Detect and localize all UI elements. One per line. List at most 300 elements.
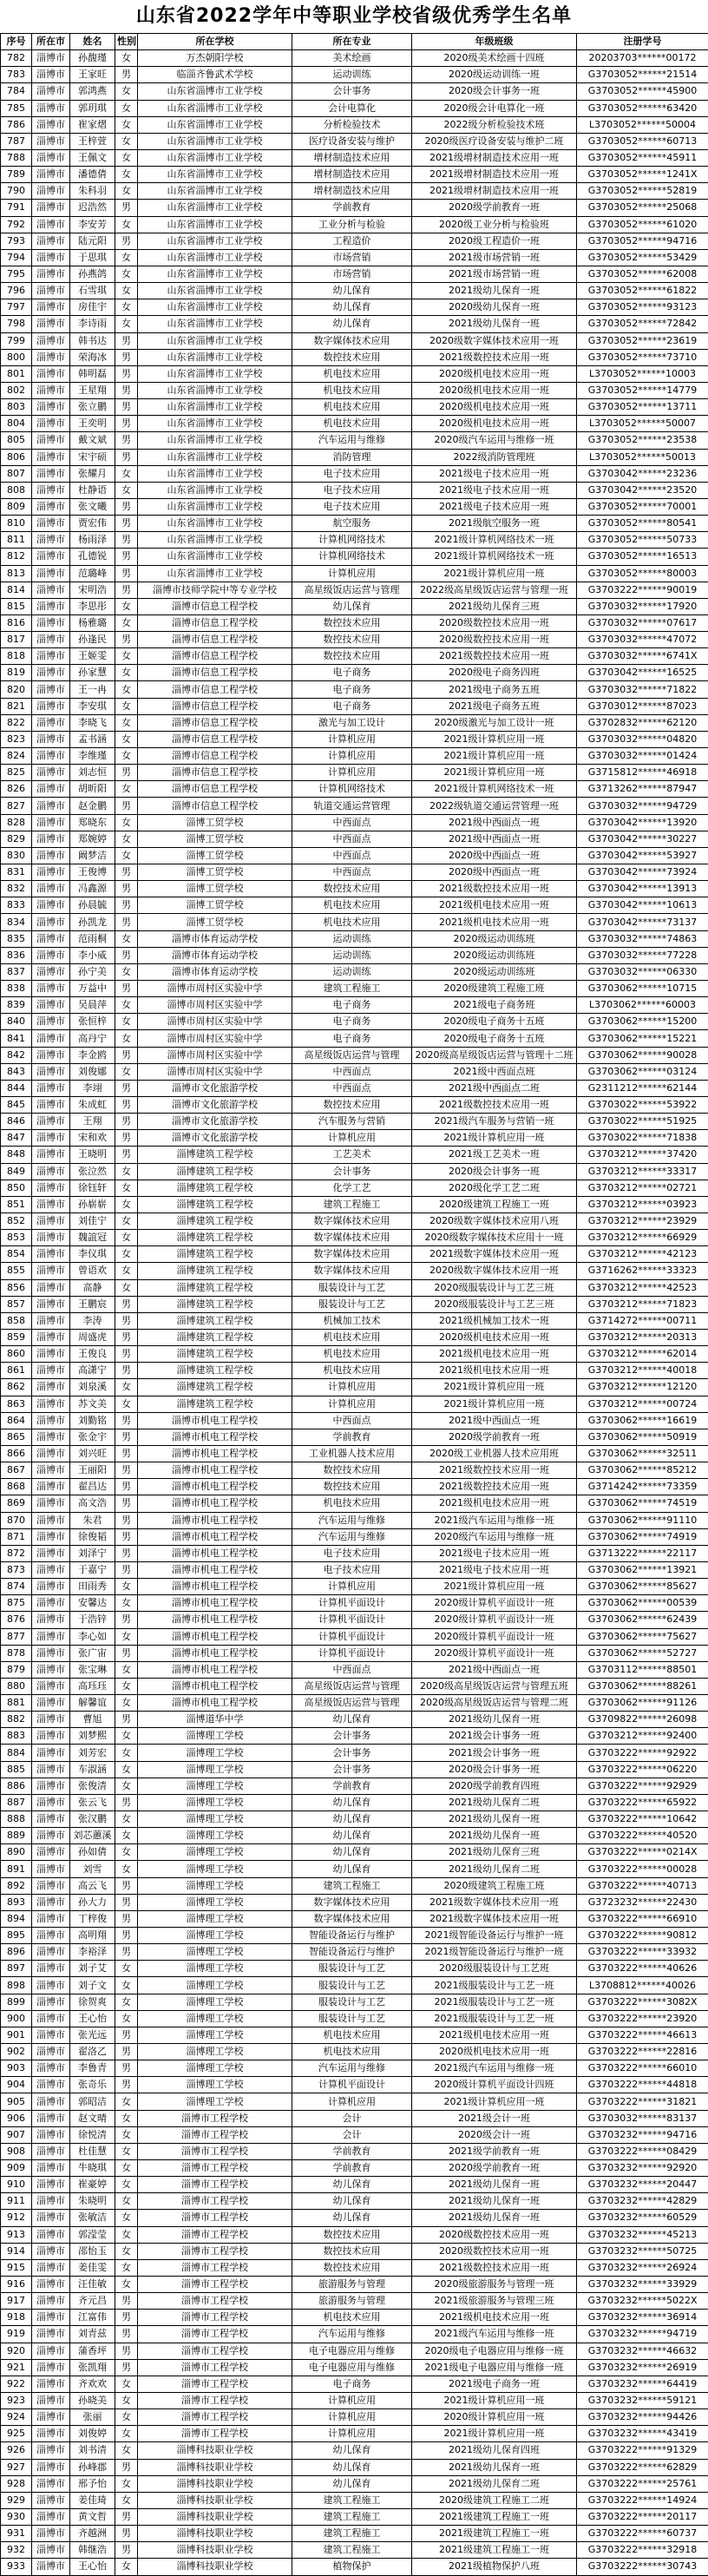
cell-seq: 793 [1,233,32,249]
cell-seq: 862 [1,1379,32,1396]
cell-city: 淄博市 [32,1561,70,1578]
cell-seq: 784 [1,83,32,100]
table-row [1,1047,708,1063]
cell-class: 2021级航空服务一班 [412,516,577,532]
cell-name: 于浩锌 [70,1612,115,1628]
cell-class: 2020级学前教育一班 [412,2160,577,2177]
cell-student-id: G3703232******46632 [577,2343,708,2359]
header-seq: 序号 [1,34,32,50]
cell-seq: 842 [1,1047,32,1063]
cell-student-id: L3708812******40026 [577,1977,708,1994]
table-row [1,1894,708,1910]
cell-student-id: G3703222******44818 [577,2077,708,2093]
cell-class: 2021级数字媒体技术应用一班 [412,1894,577,1910]
cell-name: 杨雅璐 [70,614,115,631]
cell-student-id: G3709822******26098 [577,1712,708,1728]
cell-name: 车淑涵 [70,1761,115,1778]
cell-gender: 女 [115,2243,138,2259]
cell-student-id: G3703062******15200 [577,1014,708,1030]
cell-school: 淄博市信息工程学校 [138,698,292,714]
cell-name: 范璐峰 [70,565,115,582]
cell-school: 淄博市工程学校 [138,2226,292,2243]
cell-school: 淄博科技职业学校 [138,2559,292,2575]
cell-name: 李金鸥 [70,1047,115,1063]
cell-gender: 男 [115,2310,138,2326]
cell-city: 淄博市 [32,2276,70,2292]
cell-student-id: G3703062******75627 [577,1628,708,1645]
cell-seq: 851 [1,1196,32,1212]
cell-gender: 女 [115,614,138,631]
cell-seq: 882 [1,1712,32,1728]
cell-major: 计算机应用 [292,731,412,747]
table-row [1,632,708,648]
cell-name: 王姬雯 [70,648,115,665]
cell-city: 淄博市 [32,1512,70,1528]
cell-gender: 男 [115,914,138,930]
cell-gender: 男 [115,582,138,598]
cell-name: 孙逢民 [70,632,115,648]
cell-major: 学前教育 [292,1778,412,1794]
cell-major: 会计 [292,2110,412,2126]
cell-city: 淄博市 [32,665,70,681]
cell-class: 2021级服装设计与工艺一班 [412,1994,577,2010]
cell-city: 淄博市 [32,50,70,67]
cell-class: 2021级数控技术应用一班 [412,881,577,897]
cell-class: 2021级智能设备运行与维护一班 [412,1928,577,1944]
cell-class: 2021级机电技术应用一班 [412,897,577,914]
cell-name: 张汉鹏 [70,1811,115,1828]
cell-gender: 女 [115,2492,138,2508]
cell-class: 2020级会计事务一班 [412,1163,577,1180]
cell-city: 淄博市 [32,1097,70,1114]
cell-city: 淄博市 [32,2243,70,2259]
cell-name: 高珏珏 [70,1678,115,1694]
cell-class: 2020级机电技术应用一班 [412,1329,577,1345]
table-row [1,947,708,963]
cell-gender: 男 [115,1363,138,1379]
cell-class: 2021级学前教育一班 [412,2143,577,2159]
cell-gender: 男 [115,1894,138,1910]
cell-class: 2021级幼儿保育一班 [412,2210,577,2226]
cell-seq: 848 [1,1147,32,1163]
cell-class: 2021级幼儿保育一班 [412,2459,577,2475]
cell-school: 山东省淄博市工业学校 [138,299,292,316]
cell-student-id: G3703232******42829 [577,2193,708,2210]
cell-major: 中西面点 [292,1063,412,1080]
cell-seq: 876 [1,1612,32,1628]
cell-class: 2021级机电技术应用一班 [412,1346,577,1363]
cell-gender: 男 [115,549,138,565]
cell-student-id: G3703222******90812 [577,1928,708,1944]
cell-name: 刘志恒 [70,765,115,781]
table-row [1,2193,708,2210]
cell-name: 孟书涵 [70,731,115,747]
cell-student-id: G3703222******08429 [577,2143,708,2159]
cell-name: 牛晓琪 [70,2160,115,2177]
cell-student-id: G3703042******16525 [577,665,708,681]
cell-student-id: G3703232******26919 [577,2359,708,2376]
cell-school: 淄博建筑工程学校 [138,1346,292,1363]
table-row [1,930,708,947]
cell-city: 淄博市 [32,498,70,515]
cell-student-id: G3703212******42123 [577,1246,708,1263]
table-row [1,765,708,781]
cell-school: 淄博理工学校 [138,1761,292,1778]
cell-city: 淄博市 [32,1230,70,1246]
cell-gender: 男 [115,1528,138,1545]
cell-name: 曾语欢 [70,1263,115,1279]
cell-class: 2021级汽车服务与营销一班 [412,1114,577,1130]
cell-seq: 792 [1,216,32,233]
cell-school: 山东省淄博市工业学校 [138,283,292,299]
cell-school: 山东省淄博市工业学校 [138,133,292,149]
cell-school: 淄博市体育运动学校 [138,930,292,947]
cell-city: 淄博市 [32,1412,70,1429]
cell-city: 淄博市 [32,1445,70,1462]
cell-major: 电子商务 [292,665,412,681]
cell-major: 服装设计与工艺 [292,1977,412,1994]
cell-school: 淄博道华中学 [138,1712,292,1728]
cell-city: 淄博市 [32,1745,70,1761]
table-row [1,2160,708,2177]
cell-seq: 905 [1,2093,32,2110]
table-row [1,2326,708,2343]
cell-student-id: G3703032******74863 [577,930,708,947]
cell-name: 高静 [70,1279,115,1296]
cell-class: 2021级计算机应用一班 [412,2392,577,2408]
cell-name: 孙家慧 [70,665,115,681]
cell-gender: 男 [115,1545,138,1561]
cell-student-id: G3703022******53922 [577,1097,708,1114]
cell-school: 淄博科技职业学校 [138,2508,292,2525]
cell-school: 淄博市机电工程学校 [138,1661,292,1678]
cell-name: 杜佳慧 [70,2143,115,2159]
cell-gender: 男 [115,798,138,814]
cell-city: 淄博市 [32,1296,70,1312]
cell-school: 淄博市工程学校 [138,2392,292,2408]
cell-seq: 843 [1,1063,32,1080]
cell-seq: 833 [1,897,32,914]
cell-class: 2020级幼儿保育一班 [412,299,577,316]
cell-student-id: G3703062******52727 [577,1645,708,1661]
cell-major: 计算机平面设计 [292,1595,412,1612]
table-row [1,1678,708,1694]
cell-name: 田雨秀 [70,1579,115,1595]
cell-class: 2020级计算机平面设计四班 [412,2077,577,2093]
cell-city: 淄博市 [32,2392,70,2408]
cell-gender: 女 [115,299,138,316]
cell-city: 淄博市 [32,831,70,847]
cell-gender: 女 [115,1728,138,1745]
cell-city: 淄博市 [32,100,70,116]
cell-gender: 女 [115,2177,138,2193]
cell-name: 李翊 [70,1080,115,1096]
cell-class: 2020级计算机平面设计一班 [412,1595,577,1612]
cell-school: 淄博市工程学校 [138,2310,292,2326]
cell-student-id: G3703052******63420 [577,100,708,116]
student-table [0,33,708,2576]
table-row [1,266,708,282]
cell-school: 山东省淄博市工业学校 [138,416,292,432]
cell-major: 机电技术应用 [292,382,412,398]
cell-student-id: G3703232******43419 [577,2426,708,2442]
cell-student-id: G3703232******92920 [577,2160,708,2177]
cell-school: 淄博建筑工程学校 [138,1396,292,1412]
table-row [1,1561,708,1578]
cell-name: 张文曦 [70,498,115,515]
cell-school: 淄博市机电工程学校 [138,1645,292,1661]
cell-city: 淄博市 [32,1063,70,1080]
cell-student-id: G3714242******73359 [577,1479,708,1495]
cell-name: 刘芯蕙溪 [70,1828,115,1844]
cell-city: 淄博市 [32,947,70,963]
cell-name: 石雪琪 [70,283,115,299]
cell-school: 淄博市工程学校 [138,2126,292,2143]
cell-major: 学前教育 [292,2160,412,2177]
table-row [1,2259,708,2276]
table-row [1,1429,708,1445]
table-row [1,1661,708,1678]
cell-city: 淄博市 [32,2343,70,2359]
cell-name: 孙峰郡 [70,2459,115,2475]
cell-major: 数控技术应用 [292,2243,412,2259]
cell-name: 孔德锐 [70,549,115,565]
cell-class: 2021级电子技术应用一班 [412,482,577,498]
cell-city: 淄博市 [32,283,70,299]
cell-seq: 823 [1,731,32,747]
cell-gender: 女 [115,316,138,332]
table-row [1,465,708,482]
cell-school: 山东省淄博市工业学校 [138,332,292,349]
cell-major: 数控技术应用 [292,614,412,631]
cell-seq: 871 [1,1528,32,1545]
cell-city: 淄博市 [32,2293,70,2310]
cell-class: 2020级医疗设备安装与维护二班 [412,133,577,149]
cell-school: 山东省淄博市工业学校 [138,482,292,498]
cell-city: 淄博市 [32,1678,70,1694]
cell-major: 服装设计与工艺 [292,1994,412,2010]
cell-gender: 男 [115,1910,138,1927]
cell-name: 张立鹏 [70,399,115,416]
cell-name: 齐欢欢 [70,2376,115,2392]
cell-city: 淄博市 [32,997,70,1014]
cell-major: 高星级饭店运营与管理 [292,1695,412,1712]
cell-city: 淄博市 [32,1329,70,1345]
cell-school: 淄博理工学校 [138,2010,292,2027]
table-row [1,2542,708,2559]
header-city[interactable]: 所在市 [32,34,70,50]
cell-gender: 女 [115,1994,138,2010]
cell-city: 淄博市 [32,1828,70,1844]
table-row [1,516,708,532]
cell-name: 王佩文 [70,149,115,166]
table-row [1,482,708,498]
cell-gender: 男 [115,1794,138,1810]
table-row [1,914,708,930]
cell-major: 幼儿保育 [292,2442,412,2459]
cell-major: 工艺美术 [292,1147,412,1163]
cell-major: 幼儿保育 [292,1712,412,1728]
cell-school: 山东省淄博市工业学校 [138,498,292,515]
cell-gender: 女 [115,2426,138,2442]
cell-name: 宋和欢 [70,1130,115,1147]
cell-gender: 女 [115,1961,138,1977]
cell-city: 淄博市 [32,532,70,549]
cell-gender: 女 [115,2442,138,2459]
cell-major: 电子技术应用 [292,465,412,482]
cell-name: 孙宁美 [70,963,115,980]
cell-seq: 883 [1,1728,32,1745]
cell-class: 2020级中西面点一班 [412,864,577,881]
cell-class: 2020级学前教育一班 [412,1429,577,1445]
cell-class: 2021级计算机应用一班 [412,1579,577,1595]
table-row [1,897,708,914]
cell-name: 郭滢莹 [70,2226,115,2243]
cell-city: 淄博市 [32,798,70,814]
cell-gender: 女 [115,1579,138,1595]
cell-seq: 921 [1,2359,32,2376]
cell-student-id: G3703232******59121 [577,2392,708,2408]
cell-seq: 858 [1,1312,32,1329]
cell-school: 山东省淄博市工业学校 [138,432,292,449]
cell-class: 2021级幼儿保育四班 [412,2442,577,2459]
header-name: 姓名 [70,34,115,50]
cell-school: 淄博理工学校 [138,1811,292,1828]
cell-name: 郑婉婷 [70,831,115,847]
cell-class: 2021级幼儿保育一班 [412,1712,577,1728]
cell-gender: 女 [115,283,138,299]
cell-student-id: G2311212******62144 [577,1080,708,1096]
cell-gender: 女 [115,2376,138,2392]
table-row [1,1728,708,1745]
cell-seq: 895 [1,1928,32,1944]
cell-name: 张泣然 [70,1163,115,1180]
cell-name: 江富伟 [70,2310,115,2326]
cell-gender: 女 [115,1063,138,1080]
cell-school: 万杰朝阳学校 [138,50,292,67]
cell-school: 淄博理工学校 [138,1928,292,1944]
cell-school: 淄博建筑工程学校 [138,1180,292,1196]
cell-seq: 834 [1,914,32,930]
cell-student-id: G3703062******10715 [577,981,708,997]
cell-seq: 808 [1,482,32,498]
cell-seq: 794 [1,249,32,266]
cell-seq: 878 [1,1645,32,1661]
cell-name: 齐越洲 [70,2526,115,2542]
cell-major: 幼儿保育 [292,2459,412,2475]
cell-city: 淄博市 [32,1462,70,1479]
cell-name: 李思彤 [70,598,115,614]
table-row [1,1130,708,1147]
cell-city: 淄博市 [32,549,70,565]
cell-class: 2021级建筑工程施工一班 [412,2508,577,2525]
cell-gender: 男 [115,1412,138,1429]
cell-school: 淄博市信息工程学校 [138,681,292,698]
cell-major: 幼儿保育 [292,1811,412,1828]
cell-city: 淄博市 [32,1312,70,1329]
cell-student-id: G3703222******25761 [577,2475,708,2492]
cell-class: 2021级计算机应用一班 [412,2093,577,2110]
cell-class: 2021级电子技术应用一班 [412,465,577,482]
cell-name: 孙崭崭 [70,1196,115,1212]
cell-seq: 847 [1,1130,32,1147]
cell-name: 刘兴旺 [70,1445,115,1462]
cell-city: 淄博市 [32,2177,70,2193]
cell-seq: 896 [1,1944,32,1961]
cell-school: 淄博市机电工程学校 [138,1579,292,1595]
cell-seq: 837 [1,963,32,980]
cell-name: 李小威 [70,947,115,963]
cell-school: 淄博建筑工程学校 [138,1263,292,1279]
cell-major: 数控技术应用 [292,349,412,365]
cell-gender: 女 [115,2409,138,2426]
cell-class: 2021级汽车运用与维修一班 [412,2326,577,2343]
cell-city: 淄博市 [32,2559,70,2575]
cell-school: 淄博理工学校 [138,2060,292,2077]
cell-school: 淄博理工学校 [138,1861,292,1877]
cell-gender: 男 [115,2077,138,2093]
cell-gender: 男 [115,1097,138,1114]
cell-major: 服装设计与工艺 [292,1279,412,1296]
cell-name: 齐元昌 [70,2293,115,2310]
page-title: 山东省2022学年中等职业学校省级优秀学生名单 [0,0,708,33]
cell-city: 淄博市 [32,2110,70,2126]
cell-seq: 867 [1,1462,32,1479]
cell-seq: 855 [1,1263,32,1279]
table-row [1,963,708,980]
cell-city: 淄博市 [32,149,70,166]
cell-city: 淄博市 [32,714,70,731]
cell-seq: 826 [1,781,32,798]
cell-seq: 874 [1,1579,32,1595]
cell-student-id: G3703052******1241X [577,167,708,183]
cell-major: 电子商务 [292,1014,412,1030]
cell-major: 机械加工技术 [292,1312,412,1329]
cell-class: 2021级建筑工程施工一班 [412,2542,577,2559]
cell-student-id: G3713222******22117 [577,1545,708,1561]
cell-school: 淄博市周村区实验中学 [138,981,292,997]
table-row [1,2508,708,2525]
cell-name: 高文浩 [70,1495,115,1512]
cell-student-id: L3703062******60003 [577,997,708,1014]
cell-student-id: G3703052******25068 [577,200,708,216]
cell-seq: 877 [1,1628,32,1645]
cell-name: 张耀月 [70,465,115,482]
cell-city: 淄博市 [32,1479,70,1495]
cell-major: 计算机应用 [292,2426,412,2442]
cell-school: 淄博建筑工程学校 [138,1212,292,1229]
cell-major: 机电技术应用 [292,399,412,416]
cell-major: 机电技术应用 [292,1495,412,1512]
cell-gender: 女 [115,847,138,864]
header-gender[interactable]: 性别 [115,34,138,50]
cell-major: 建筑工程施工 [292,2526,412,2542]
cell-school: 淄博市文化旅游学校 [138,1080,292,1096]
cell-gender: 女 [115,2010,138,2027]
cell-seq: 917 [1,2293,32,2310]
cell-student-id: G3703052******93123 [577,299,708,316]
cell-seq: 890 [1,1844,32,1861]
cell-student-id: G3703032******6741X [577,648,708,665]
cell-school: 淄博市机电工程学校 [138,1595,292,1612]
cell-city: 淄博市 [32,1429,70,1445]
cell-class: 2021级数控技术应用一班 [412,2259,577,2276]
cell-school: 山东省淄博市工业学校 [138,200,292,216]
cell-city: 淄博市 [32,864,70,881]
table-row [1,2210,708,2226]
cell-student-id: G3703052******50733 [577,532,708,549]
cell-city: 淄博市 [32,316,70,332]
